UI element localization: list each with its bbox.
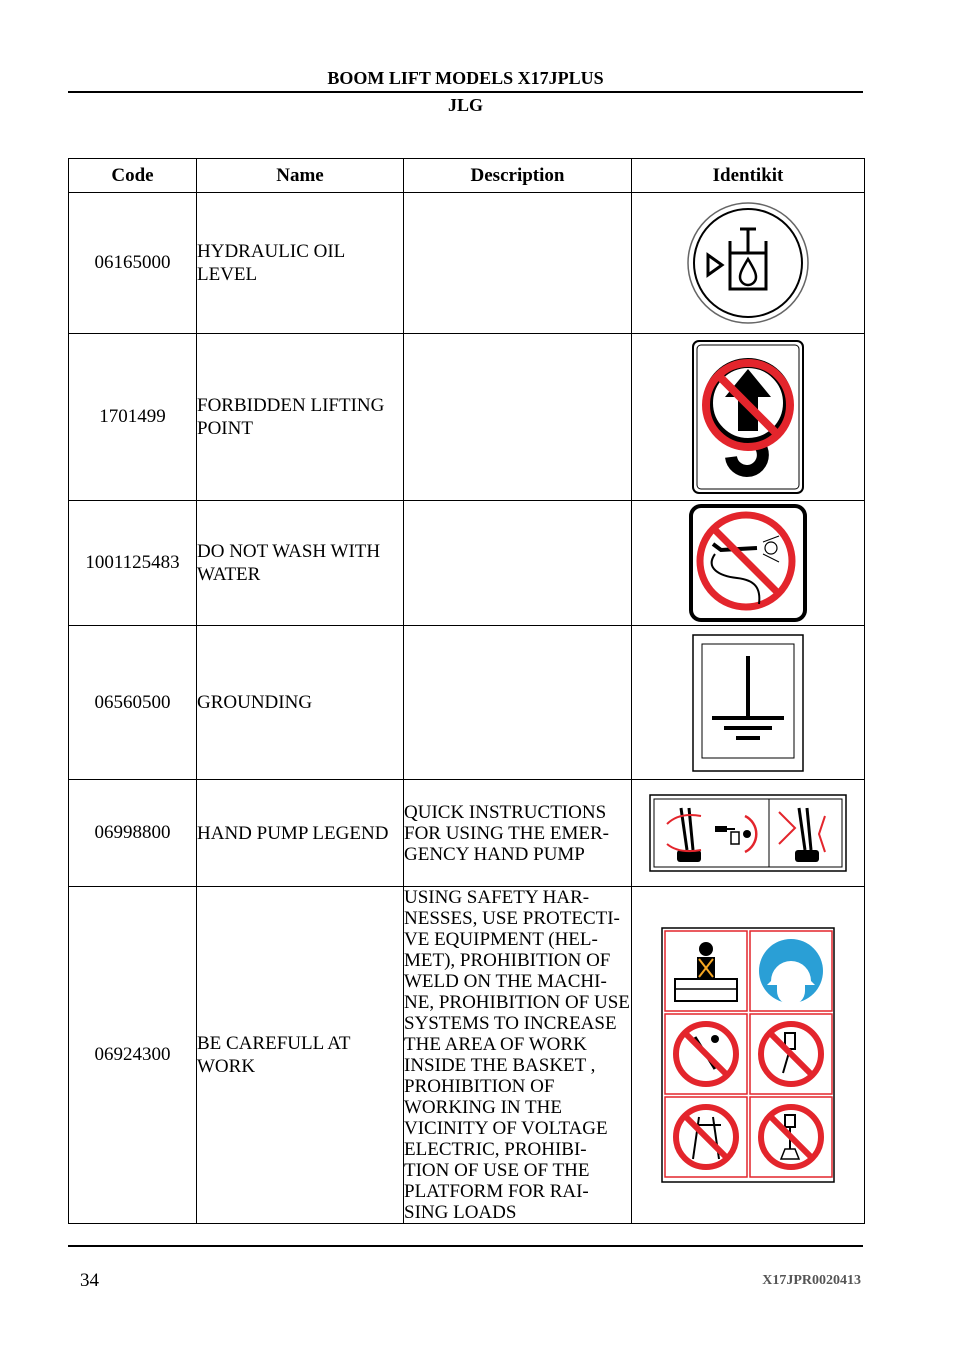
description-cell: QUICK INSTRUCTIONS FOR USING THE EMER-GENCY HAND PUMP	[404, 780, 632, 887]
forbidden-lifting-point-icon	[691, 339, 805, 495]
identikit-cell	[632, 193, 865, 334]
header-divider	[68, 91, 863, 93]
table-header-row	[69, 159, 865, 193]
table-row	[69, 887, 865, 1224]
document-title: BOOM LIFT MODELS X17JPLUS	[327, 68, 604, 88]
column-header-description: Description	[404, 159, 632, 193]
description-cell	[404, 334, 632, 501]
code-cell: 06924300	[69, 887, 197, 1224]
footer-divider	[68, 1245, 863, 1247]
name-cell: HAND PUMP LEGEND	[197, 780, 404, 887]
no-water-wash-icon	[689, 504, 807, 622]
table-row	[69, 334, 865, 501]
name-cell: DO NOT WASH WITH WATER	[197, 501, 404, 626]
identikit-cell	[632, 501, 865, 626]
table-row	[69, 626, 865, 780]
identikit-cell	[632, 887, 865, 1224]
document-code: X17JPR0020413	[762, 1273, 861, 1288]
identikit-cell	[632, 626, 865, 780]
column-header-code: Code	[69, 159, 197, 193]
description-cell	[404, 501, 632, 626]
name-cell: FORBIDDEN LIFTING POINT	[197, 334, 404, 501]
description-cell	[404, 193, 632, 334]
code-cell: 06998800	[69, 780, 197, 887]
grounding-icon	[692, 634, 804, 772]
name-cell: BE CAREFULL AT WORK	[197, 887, 404, 1224]
labels-table	[68, 158, 865, 1224]
table-row	[69, 780, 865, 887]
code-cell: 1701499	[69, 334, 197, 501]
safety-pictograms-icon	[661, 927, 835, 1183]
description-cell: USING SAFETY HAR-NESSES, USE PROTECTI-VE EQUIPMENT (HEL-MET), PROHIBITION OF WELD ON THE MACHI-NE, PROHIBITION OF USE SYSTEMS TO INCREASE THE AREA OF WORK INSIDE THE BASKET , PROHIBITION OF WORKING IN THE VICINITY OF VOLTAGE ELECTRIC, PROHIBI-TION OF USE OF THE PLATFORM FOR RAI-SING LOADS	[404, 887, 630, 1223]
hand-pump-legend-icon	[649, 794, 847, 872]
brand-name: JLG	[447, 95, 483, 115]
code-cell: 06165000	[69, 193, 197, 334]
column-header-identikit: Identikit	[632, 159, 865, 193]
name-cell: HYDRAULIC OIL LEVEL	[197, 193, 404, 334]
column-header-name: Name	[197, 159, 404, 193]
page-number: 34	[80, 1270, 99, 1291]
identikit-cell	[632, 334, 865, 501]
hydraulic-oil-level-icon	[686, 201, 810, 325]
description-cell	[404, 626, 632, 780]
table-row	[69, 193, 865, 334]
name-cell: GROUNDING	[197, 626, 404, 780]
code-cell: 06560500	[69, 626, 197, 780]
table-row	[69, 501, 865, 626]
identikit-cell	[632, 780, 865, 887]
code-cell: 1001125483	[69, 501, 197, 626]
